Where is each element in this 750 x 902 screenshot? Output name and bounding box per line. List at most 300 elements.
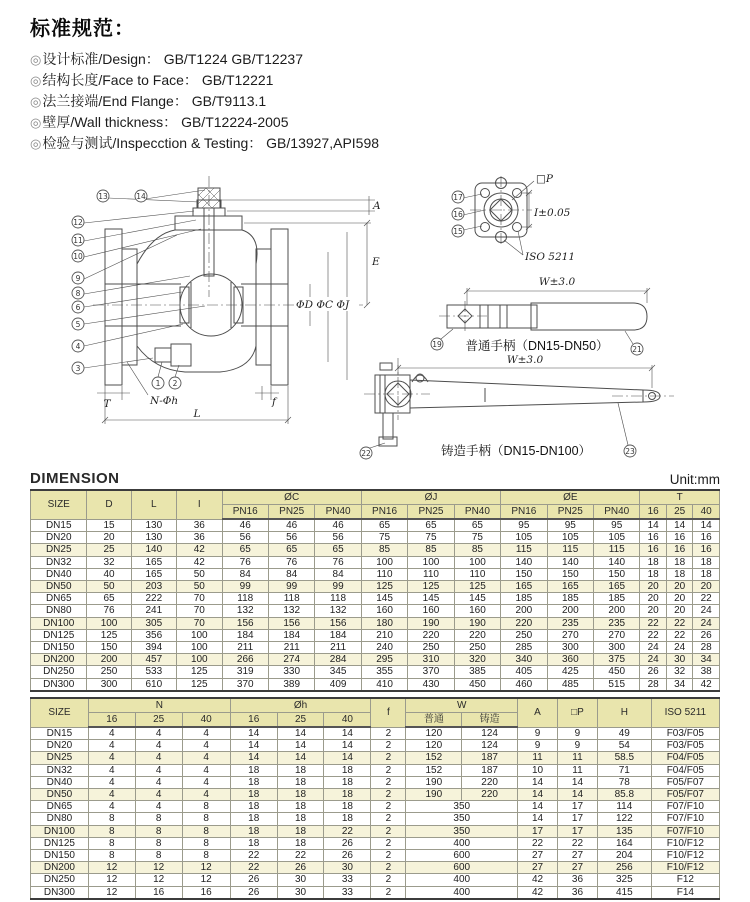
cell: 145 xyxy=(454,593,500,605)
cell: 385 xyxy=(454,666,500,678)
column-header: 25 xyxy=(277,713,324,728)
cell: 18 xyxy=(230,764,277,776)
column-header: PN40 xyxy=(594,505,640,520)
cell: 4 xyxy=(182,727,230,740)
cell: 14 xyxy=(557,789,597,801)
cell: 71 xyxy=(597,764,651,776)
cell: 4 xyxy=(182,764,230,776)
table-row xyxy=(31,850,720,862)
dimension-title: DIMENSION xyxy=(30,470,120,487)
cell: DN250 xyxy=(31,874,89,886)
svg-text:6: 6 xyxy=(75,302,81,312)
cell: 50 xyxy=(87,581,131,593)
cell: 120 xyxy=(406,740,462,752)
cell: 26 xyxy=(324,850,371,862)
column-header: 16 xyxy=(230,713,277,728)
cell: 152 xyxy=(406,764,462,776)
column-header: 25 xyxy=(666,505,692,520)
cell: 150 xyxy=(501,568,547,580)
cell: 22 xyxy=(230,862,277,874)
cell: 8 xyxy=(182,813,230,825)
spec-line xyxy=(30,133,630,154)
cell: 118 xyxy=(315,593,361,605)
cell: 12 xyxy=(182,874,230,886)
cell: 38 xyxy=(693,666,720,678)
cell: 135 xyxy=(597,825,651,837)
cell: 14 xyxy=(277,752,324,764)
cell: 122 xyxy=(597,813,651,825)
callout-11 xyxy=(72,234,84,246)
svg-text:19: 19 xyxy=(432,339,442,349)
column-header: PN16 xyxy=(222,505,268,520)
iso-flange-drawing xyxy=(430,170,625,270)
cell: 120 xyxy=(406,727,462,740)
column-header: D xyxy=(87,490,131,519)
cell: 200 xyxy=(87,654,131,666)
cell: 56 xyxy=(268,532,314,544)
cell: 84 xyxy=(222,568,268,580)
cell: 125 xyxy=(177,678,222,691)
cell: 11 xyxy=(557,752,597,764)
cell: 14 xyxy=(277,740,324,752)
cell: 14 xyxy=(324,727,371,740)
cell: 165 xyxy=(131,568,176,580)
cell: 33 xyxy=(324,874,371,886)
cell: 600 xyxy=(406,850,518,862)
cell: DN50 xyxy=(31,581,87,593)
cell: 140 xyxy=(131,544,176,556)
cell: 184 xyxy=(222,629,268,641)
column-header: □P xyxy=(557,698,597,727)
cell: 22 xyxy=(277,850,324,862)
cell: 220 xyxy=(462,776,518,788)
cell: 4 xyxy=(88,801,135,813)
cell: 200 xyxy=(547,605,593,617)
cell: DN15 xyxy=(31,519,87,532)
cell: 40 xyxy=(87,568,131,580)
cell: 394 xyxy=(131,642,176,654)
cell: 2 xyxy=(371,752,406,764)
cell: 8 xyxy=(135,813,182,825)
cell: 300 xyxy=(594,642,640,654)
cell: 36 xyxy=(557,886,597,899)
cell: 18 xyxy=(230,837,277,849)
cell: 320 xyxy=(454,654,500,666)
cell: 118 xyxy=(268,593,314,605)
cell: 360 xyxy=(547,654,593,666)
cell: 8 xyxy=(135,837,182,849)
cell: 184 xyxy=(315,629,361,641)
cell: F04/F05 xyxy=(651,752,719,764)
cell: 4 xyxy=(88,727,135,740)
cell: 220 xyxy=(501,617,547,629)
dim-W: W±3.0 xyxy=(538,276,576,288)
cell: 270 xyxy=(547,629,593,641)
table-row xyxy=(31,519,720,532)
cell: 460 xyxy=(501,678,547,691)
column-header: 25 xyxy=(135,713,182,728)
cell: 190 xyxy=(454,617,500,629)
callout-1 xyxy=(152,377,164,389)
technical-drawings xyxy=(0,160,750,472)
cell: 274 xyxy=(268,654,314,666)
cell: 46 xyxy=(268,519,314,532)
cell: 2 xyxy=(371,886,406,899)
cell: 100 xyxy=(87,617,131,629)
cell: 20 xyxy=(640,605,666,617)
cell: 2 xyxy=(371,874,406,886)
cell: 4 xyxy=(135,740,182,752)
cell: 310 xyxy=(408,654,454,666)
cell: 34 xyxy=(693,654,720,666)
cell: 84 xyxy=(315,568,361,580)
cell: 115 xyxy=(501,544,547,556)
cell: 99 xyxy=(222,581,268,593)
cell: 4 xyxy=(182,752,230,764)
cell: DN80 xyxy=(31,605,87,617)
cell: 160 xyxy=(408,605,454,617)
label-iso5211: ISO 5211 xyxy=(525,251,576,263)
callout-17 xyxy=(452,191,464,203)
cell: 124 xyxy=(462,740,518,752)
svg-text:10: 10 xyxy=(73,251,83,261)
cell: 8 xyxy=(88,850,135,862)
cell: 270 xyxy=(594,629,640,641)
cell: 325 xyxy=(597,874,651,886)
cell: DN100 xyxy=(31,825,89,837)
cell: F03/F05 xyxy=(651,727,719,740)
cell: 36 xyxy=(177,519,222,532)
cell: 284 xyxy=(315,654,361,666)
cell: DN25 xyxy=(31,544,87,556)
callout-2 xyxy=(169,377,181,389)
cell: DN300 xyxy=(31,678,87,691)
table-row xyxy=(31,886,720,899)
cell: 42 xyxy=(693,678,720,691)
cell: 405 xyxy=(501,666,547,678)
cell: 187 xyxy=(462,752,518,764)
cell: 130 xyxy=(131,519,176,532)
table-row xyxy=(31,556,720,568)
table-row xyxy=(31,825,720,837)
cell: 389 xyxy=(268,678,314,691)
cell: 14 xyxy=(640,519,666,532)
cell: 14 xyxy=(518,789,558,801)
cell: 17 xyxy=(557,825,597,837)
cell: 22 xyxy=(666,617,692,629)
cell: 150 xyxy=(594,568,640,580)
cell: 152 xyxy=(406,752,462,764)
dim-W: W±3.0 xyxy=(506,354,544,366)
cell: 18 xyxy=(230,776,277,788)
svg-text:15: 15 xyxy=(453,226,463,236)
dim-E: E xyxy=(372,256,380,268)
cell: 30 xyxy=(277,886,324,899)
cell: 145 xyxy=(361,593,407,605)
cell: 14 xyxy=(230,727,277,740)
cell: 356 xyxy=(131,629,176,641)
cell: 16 xyxy=(640,532,666,544)
dimension-table-1 xyxy=(30,489,720,692)
cell: 70 xyxy=(177,593,222,605)
svg-text:13: 13 xyxy=(98,191,108,201)
cell: 185 xyxy=(547,593,593,605)
cell: 16 xyxy=(693,544,720,556)
svg-text:9: 9 xyxy=(75,273,81,283)
cell: 2 xyxy=(371,825,406,837)
cell: 18 xyxy=(230,825,277,837)
cell: 256 xyxy=(597,862,651,874)
cell: 350 xyxy=(406,813,518,825)
cell: F03/F05 xyxy=(651,740,719,752)
cell: 14 xyxy=(557,776,597,788)
svg-text:5: 5 xyxy=(75,319,81,329)
table-row xyxy=(31,568,720,580)
cell: 2 xyxy=(371,727,406,740)
cell: 18 xyxy=(324,776,371,788)
table-row xyxy=(31,727,720,740)
cell: 50 xyxy=(177,568,222,580)
cell: 85 xyxy=(361,544,407,556)
cell: 124 xyxy=(462,727,518,740)
cell: 76 xyxy=(315,556,361,568)
cell: 203 xyxy=(131,581,176,593)
dim-f: f xyxy=(272,396,276,408)
cell: 105 xyxy=(501,532,547,544)
cell: 65 xyxy=(87,593,131,605)
cell: 410 xyxy=(361,678,407,691)
cell: DN40 xyxy=(31,776,89,788)
cell: 4 xyxy=(88,764,135,776)
cell: 10 xyxy=(518,764,558,776)
cell: 4 xyxy=(88,740,135,752)
cell: 18 xyxy=(666,556,692,568)
cell: 450 xyxy=(454,678,500,691)
table-row xyxy=(31,874,720,886)
cell: 165 xyxy=(547,581,593,593)
cell: 70 xyxy=(177,605,222,617)
cell: 355 xyxy=(361,666,407,678)
table-row xyxy=(31,617,720,629)
cell: 190 xyxy=(408,617,454,629)
cell: 33 xyxy=(324,886,371,899)
cell: 76 xyxy=(268,556,314,568)
cell: 14 xyxy=(518,801,558,813)
cell: 26 xyxy=(277,862,324,874)
column-header: PN25 xyxy=(547,505,593,520)
svg-text:22: 22 xyxy=(361,448,371,458)
cell: 160 xyxy=(454,605,500,617)
cell: 95 xyxy=(547,519,593,532)
cell: 42 xyxy=(177,544,222,556)
cell: 100 xyxy=(454,556,500,568)
cell: 235 xyxy=(594,617,640,629)
cell: 75 xyxy=(454,532,500,544)
cell: 600 xyxy=(406,862,518,874)
cell: 285 xyxy=(501,642,547,654)
cell: 18 xyxy=(277,776,324,788)
column-header: 16 xyxy=(640,505,666,520)
bullet-icon: ◎ xyxy=(30,115,42,130)
spec-line xyxy=(30,112,630,133)
bullet-icon: ◎ xyxy=(30,94,42,109)
cell: 2 xyxy=(371,740,406,752)
cell: 350 xyxy=(406,825,518,837)
cell: 110 xyxy=(361,568,407,580)
cell: 300 xyxy=(87,678,131,691)
cell: 250 xyxy=(454,642,500,654)
cell: 140 xyxy=(594,556,640,568)
cell: 36 xyxy=(557,874,597,886)
cell: 20 xyxy=(87,532,131,544)
cell: 8 xyxy=(88,825,135,837)
cell: 30 xyxy=(666,654,692,666)
cell: 18 xyxy=(324,801,371,813)
column-header: PN40 xyxy=(454,505,500,520)
cell: 16 xyxy=(666,544,692,556)
cell: 18 xyxy=(324,813,371,825)
callout-6 xyxy=(72,301,84,313)
cell: 185 xyxy=(501,593,547,605)
cell: DN200 xyxy=(31,654,87,666)
cell: 20 xyxy=(693,581,720,593)
cell: 210 xyxy=(361,629,407,641)
cell: 8 xyxy=(182,850,230,862)
cell: 58.5 xyxy=(597,752,651,764)
spec-line xyxy=(30,49,630,70)
column-header: A xyxy=(518,698,558,727)
cell: 330 xyxy=(268,666,314,678)
cell: 250 xyxy=(501,629,547,641)
cell: DN65 xyxy=(31,801,89,813)
callout-15 xyxy=(452,225,464,237)
cell: 27 xyxy=(557,862,597,874)
cell: F07/F10 xyxy=(651,801,719,813)
cell: 20 xyxy=(640,581,666,593)
cell: 22 xyxy=(324,825,371,837)
cell: 515 xyxy=(594,678,640,691)
cell: 65 xyxy=(361,519,407,532)
cell: 12 xyxy=(182,862,230,874)
cell: 250 xyxy=(87,666,131,678)
cell: DN40 xyxy=(31,568,87,580)
cell: 18 xyxy=(640,568,666,580)
cell: 100 xyxy=(177,642,222,654)
cell: 8 xyxy=(88,837,135,849)
cell: 241 xyxy=(131,605,176,617)
column-header: 16 xyxy=(88,713,135,728)
cell: 11 xyxy=(518,752,558,764)
cell: 56 xyxy=(222,532,268,544)
cell: 18 xyxy=(230,801,277,813)
svg-text:4: 4 xyxy=(75,341,81,351)
cell: 4 xyxy=(135,727,182,740)
cell: 125 xyxy=(361,581,407,593)
cell: 78 xyxy=(597,776,651,788)
cell: DN32 xyxy=(31,764,89,776)
cell: 56 xyxy=(315,532,361,544)
cell: 457 xyxy=(131,654,176,666)
cell: 75 xyxy=(408,532,454,544)
svg-text:21: 21 xyxy=(632,344,642,354)
cell: 14 xyxy=(230,740,277,752)
callout-9 xyxy=(72,272,84,284)
cell: 84 xyxy=(268,568,314,580)
cell: 28 xyxy=(693,642,720,654)
svg-text:17: 17 xyxy=(453,192,463,202)
column-header: 40 xyxy=(182,713,230,728)
column-header: N xyxy=(88,698,230,713)
svg-text:16: 16 xyxy=(453,209,463,219)
cell: DN100 xyxy=(31,617,87,629)
cell: DN300 xyxy=(31,886,89,899)
cell: 14 xyxy=(666,519,692,532)
dim-I: I±0.05 xyxy=(534,207,571,219)
cell: 18 xyxy=(230,813,277,825)
callout-22 xyxy=(360,447,372,459)
column-header: I xyxy=(177,490,222,519)
cell: 305 xyxy=(131,617,176,629)
table-row xyxy=(31,678,720,691)
cell: 42 xyxy=(518,874,558,886)
cell: 295 xyxy=(361,654,407,666)
column-header: f xyxy=(371,698,406,727)
cell: 450 xyxy=(594,666,640,678)
cell: 16 xyxy=(666,532,692,544)
page-title: 标准规范： xyxy=(30,18,135,40)
cell: 400 xyxy=(406,874,518,886)
cell: 8 xyxy=(182,825,230,837)
cell: 76 xyxy=(222,556,268,568)
cell: 4 xyxy=(182,740,230,752)
cell: 2 xyxy=(371,813,406,825)
svg-text:3: 3 xyxy=(75,363,81,373)
cell: 164 xyxy=(597,837,651,849)
cell: 12 xyxy=(88,862,135,874)
cell: 30 xyxy=(324,862,371,874)
cell: 32 xyxy=(666,666,692,678)
cell: 375 xyxy=(594,654,640,666)
table-row xyxy=(31,789,720,801)
cell: 130 xyxy=(131,532,176,544)
spec-line xyxy=(30,70,630,91)
cell: 20 xyxy=(666,593,692,605)
cell: 14 xyxy=(324,752,371,764)
callout-19 xyxy=(431,338,443,350)
spec-line xyxy=(30,91,630,112)
cell: 16 xyxy=(693,532,720,544)
cell: 18 xyxy=(277,764,324,776)
cell: 24 xyxy=(666,642,692,654)
cell: 12 xyxy=(88,874,135,886)
cell: 118 xyxy=(222,593,268,605)
cell: 2 xyxy=(371,850,406,862)
cell: 14 xyxy=(324,740,371,752)
svg-text:23: 23 xyxy=(625,446,635,456)
spec-text: 设计标准/Design： GB/T1224 GB/T12237 xyxy=(42,51,304,67)
cell: 14 xyxy=(518,813,558,825)
column-header: PN25 xyxy=(408,505,454,520)
cell: DN50 xyxy=(31,789,89,801)
cell: 400 xyxy=(406,837,518,849)
unit-label: Unit:mm xyxy=(669,472,720,487)
cell: 16 xyxy=(640,544,666,556)
cell: 22 xyxy=(666,629,692,641)
spec-text: 壁厚/Wall thickness： GB/T12224-2005 xyxy=(42,114,289,130)
table-row xyxy=(31,801,720,813)
cell: 16 xyxy=(135,886,182,899)
cell: 105 xyxy=(547,532,593,544)
